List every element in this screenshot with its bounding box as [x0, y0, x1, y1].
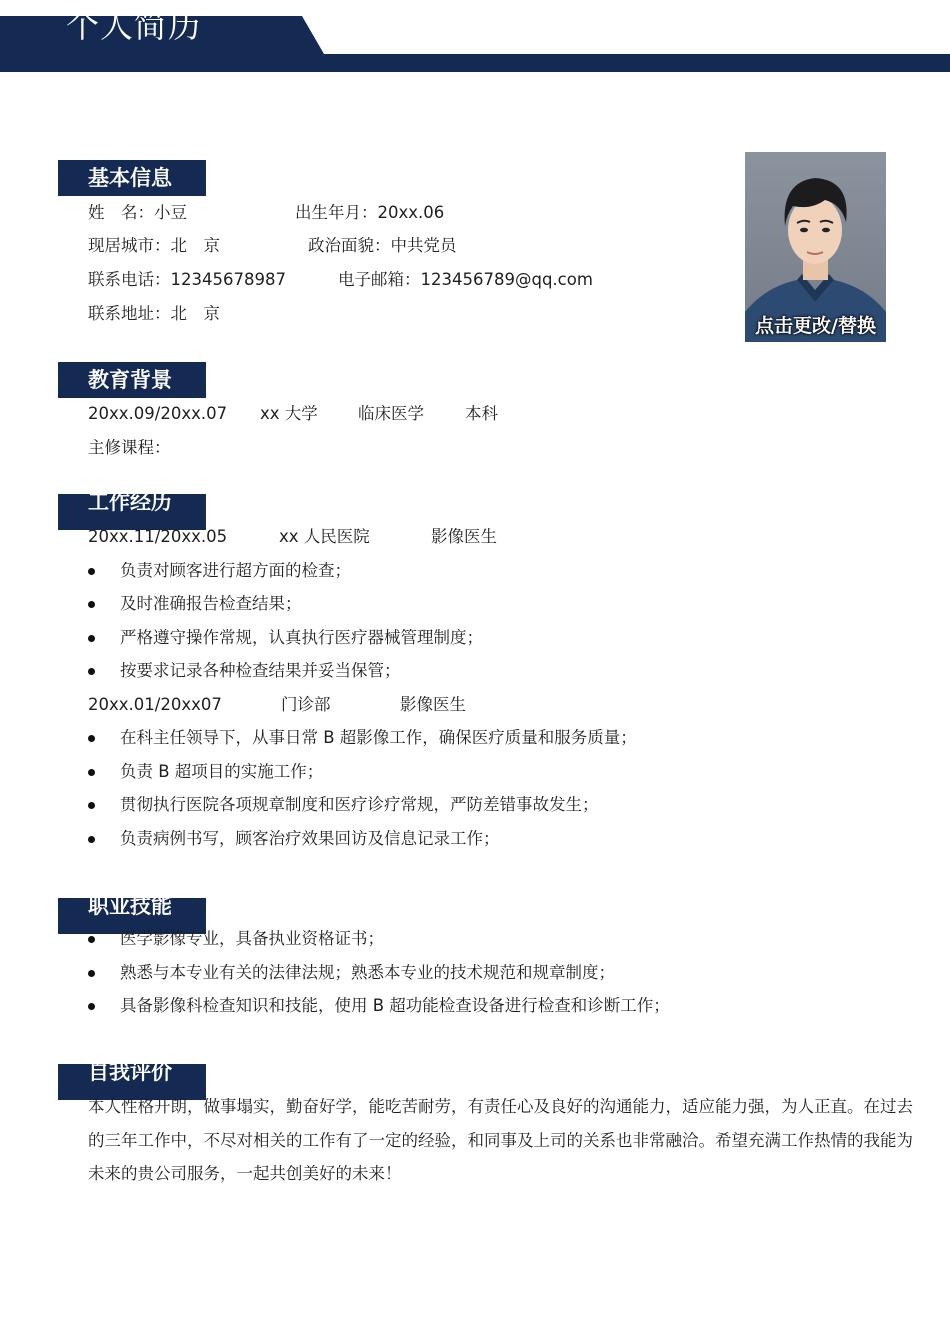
basic-name: 姓 名：小豆: [88, 203, 187, 222]
bullet-dot: [88, 668, 95, 675]
education-school: xx 大学: [260, 404, 318, 423]
photo-replace-caption[interactable]: 点击更改/替换: [755, 315, 876, 337]
section-heading-work: 工作经历: [58, 494, 206, 530]
basic-city: 现居城市：北 京: [88, 236, 220, 255]
job1-role: 影像医生: [431, 527, 497, 546]
basic-phone: 联系电话：12345678987: [88, 270, 286, 289]
bullet-dot: [88, 601, 95, 608]
job2-period: 20xx.01/20xx07: [88, 695, 222, 714]
job1-duty: 负责对顾客进行超方面的检查；: [120, 561, 351, 580]
job1-duty: 严格遵守操作常规，认真执行医疗器械管理制度；: [120, 628, 483, 647]
job2-duty: 在科主任领导下，从事日常 B 超影像工作，确保医疗质量和服务质量；: [120, 728, 637, 747]
section-heading-basic-info: 基本信息: [58, 160, 206, 196]
education-degree: 本科: [465, 404, 498, 423]
job2-duty: 贯彻执行医院各项规章制度和医疗诊疗常规，严防差错事故发生；: [120, 795, 599, 814]
section-heading-self-evaluation: 自我评价: [58, 1064, 206, 1100]
bullet-dot: [88, 970, 95, 977]
resume-title: 个人简历: [66, 6, 202, 45]
job2-role: 影像医生: [400, 695, 466, 714]
job1-period: 20xx.11/20xx.05: [88, 527, 228, 546]
job2-duty: 负责 B 超项目的实施工作；: [120, 762, 324, 781]
profile-photo[interactable]: [745, 152, 886, 342]
section-heading-skills: 职业技能: [58, 898, 206, 934]
job1-org: xx 人民医院: [279, 527, 370, 546]
job1-duty: 按要求记录各种检查结果并妥当保管；: [120, 661, 401, 680]
bullet-dot: [88, 802, 95, 809]
bullet-dot: [88, 735, 95, 742]
bullet-dot: [88, 1003, 95, 1010]
job1-duty: 及时准确报告检查结果；: [120, 594, 302, 613]
bullet-dot: [88, 836, 95, 843]
bullet-dot: [88, 568, 95, 575]
bullet-dot: [88, 769, 95, 776]
job2-org: 门诊部: [281, 695, 331, 714]
job2-duty: 负责病例书写，顾客治疗效果回访及信息记录工作；: [120, 829, 500, 848]
education-major: 临床医学: [358, 404, 424, 423]
education-period: 20xx.09/20xx.07: [88, 404, 228, 423]
education-courses: 主修课程：: [88, 438, 171, 457]
skill-item: 具备影像科检查知识和技能，使用 B 超功能检查设备进行检查和诊断工作；: [120, 996, 670, 1015]
bullet-dot: [88, 936, 95, 943]
basic-address: 联系地址：北 京: [88, 304, 220, 323]
basic-politics: 政治面貌：中共党员: [308, 236, 457, 255]
self-evaluation-text: 本人性格开朗，做事塌实，勤奋好学，能吃苦耐劳，有责任心及良好的沟通能力，适应能力强，为人正直。在过去的三年工作中，不尽对相关的工作有了一定的经验，和同事及上司的关系也非常融洽。希望充满工作热情的我能为未来的贵公司服务，一起共创美好的未来！: [88, 1097, 913, 1183]
skill-item: 熟悉与本专业有关的法律法规；熟悉本专业的技术规范和规章制度；: [120, 963, 615, 982]
basic-birth: 出生年月：20xx.06: [295, 203, 445, 222]
bullet-dot: [88, 635, 95, 642]
section-heading-education: 教育背景: [58, 362, 206, 398]
skill-item: 医学影像专业，具备执业资格证书；: [120, 929, 384, 948]
basic-email: 电子邮箱：123456789@qq.com: [338, 270, 593, 289]
